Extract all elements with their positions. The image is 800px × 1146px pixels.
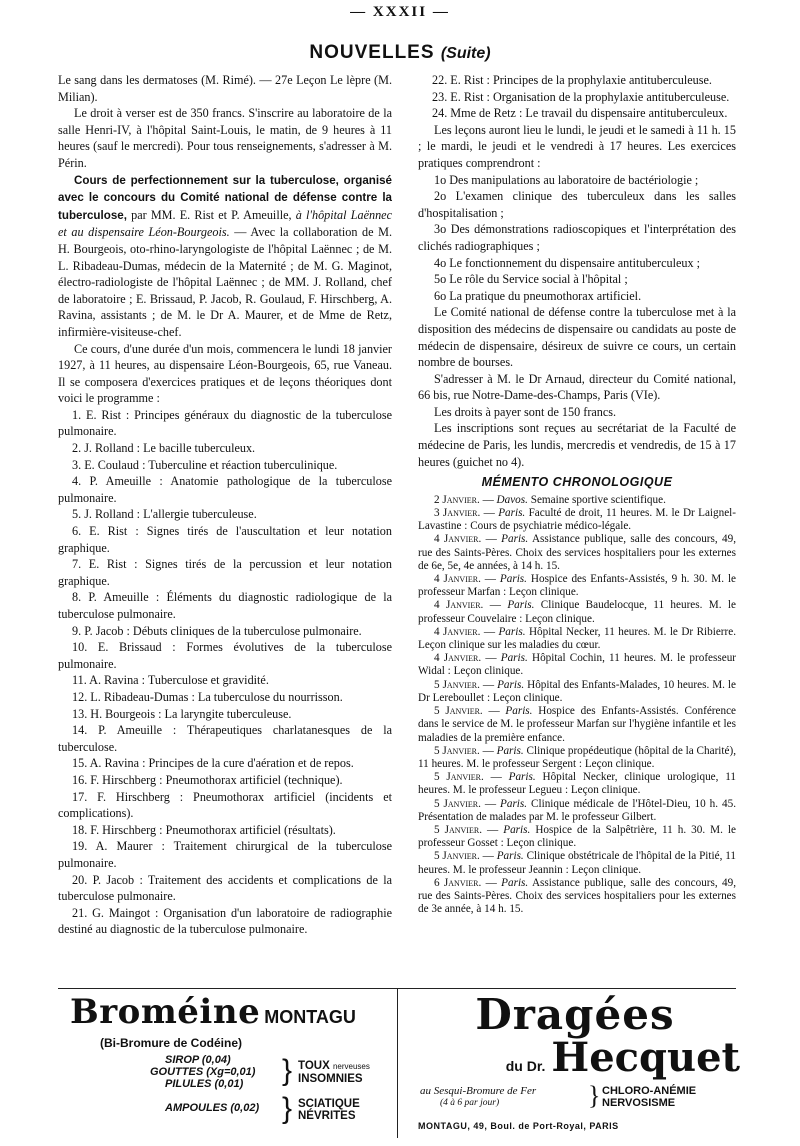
product-composition	[410, 1083, 740, 1121]
hecquet-advertisement	[410, 992, 740, 1131]
memento-place: Paris.	[508, 771, 536, 784]
lecture-item: 24. Mme de Retz : Le travail du dispensaire antituberculeux.	[432, 106, 728, 121]
memento-place: Paris.	[499, 573, 527, 586]
bromeine-advertisement	[70, 992, 390, 1124]
paragraph: Les inscriptions sont reçues au secrétariat de la Faculté de médecine de Paris, les lundis, mercredis et vendredis, de 15 à 17 heures (guichet no 4).	[418, 421, 736, 469]
dragees-logo: Dragées	[475, 990, 675, 1039]
indication-sciatique	[298, 1098, 360, 1122]
ind-nerveuses: nerveuses	[332, 1062, 370, 1071]
memento-date: 5 Janvier.	[434, 850, 480, 863]
memento-place: Paris.	[501, 876, 529, 889]
memento-dash: —	[479, 678, 498, 691]
memento-entry	[418, 798, 736, 824]
memento-dash: —	[480, 797, 501, 810]
form-pilules: PILULES (0,01)	[165, 1078, 244, 1090]
page-folio: — XXXII —	[350, 4, 450, 20]
memento-dash: —	[481, 652, 501, 665]
form-gouttes: GOUTTES (Xg=0,01)	[150, 1066, 256, 1078]
memento-text: Hôpital Cochin, 11 heures. M. le professeur Widal : Leçon clinique.	[418, 652, 737, 678]
memento-text: Assistance publique, salle des concours, 49, rue des Saints-Pères. Choix des services hospitaliers pour les externes de 6e, 5e, 4e années, à 14 h. 15.	[418, 533, 736, 572]
lecture-item: 18. F. Hirschberg : Pneumothorax artificiel (résultats).	[72, 822, 336, 837]
memento-dash: —	[480, 625, 499, 638]
memento-text: Clinique médicale de l'Hôtel-Dieu, 10 h. 45. Présentation de malades par M. le professeur Gilbert.	[418, 797, 737, 823]
lecture-item: 10. E. Brissaud : Formes évolutives de la tuberculose pulmonaire.	[58, 640, 392, 671]
memento-text: Hospice de la Salpêtrière, 11 h. 30. M. le professeur Gosset : Leçon clinique.	[418, 823, 737, 850]
dose-text: (4 à 6 par jour)	[440, 1098, 500, 1108]
memento-entry	[418, 771, 736, 797]
memento-date: 5 Janvier.	[434, 823, 482, 836]
lecture-item: 9. P. Jacob : Débuts cliniques de la tuberculose pulmonaire.	[72, 623, 362, 638]
hecquet-logo	[410, 1034, 740, 1081]
memento-date: 5 Janvier.	[434, 705, 483, 718]
memento-place: Paris.	[503, 823, 531, 836]
memento-date: 4 Janvier.	[434, 573, 481, 586]
memento-date: 6 Janvier.	[434, 876, 482, 889]
lecture-item: 5. J. Rolland : L'allergie tuberculeuse.	[72, 507, 257, 522]
brand-name: Broméine	[70, 992, 261, 1032]
memento-dash: —	[481, 876, 502, 889]
exercise-item: 1o Des manipulations au laboratoire de bactériologie ;	[434, 172, 699, 187]
lecture-list	[58, 407, 392, 938]
left-column	[58, 72, 392, 938]
exercise-item: 5o Le rôle du Service social à l'hôpital ;	[434, 272, 628, 287]
memento-date: 4 Janvier.	[434, 652, 482, 665]
maker-name: MONTAGU	[264, 1007, 356, 1027]
lecture-item: 6. E. Rist : Signes tirés de l'auscultation et leur notation graphique.	[58, 524, 392, 555]
lecture-item: 12. L. Ribadeau-Dumas : La tuberculose du nourrisson.	[72, 689, 343, 704]
memento-entry	[418, 599, 736, 625]
memento-text: Semaine sportive scientifique.	[530, 493, 666, 506]
lecture-item: 22. E. Rist : Principes de la prophylaxie antituberculeuse.	[432, 73, 712, 87]
folio-number: XXXII	[372, 4, 428, 20]
memento-place: Paris.	[496, 744, 524, 757]
memento-dash: —	[482, 705, 506, 718]
lecture-item: 4. P. Ameuille : Anatomie pathologique de la tuberculose pulmonaire.	[58, 474, 392, 505]
memento-dash: —	[483, 599, 508, 612]
ind-chloro: CHLORO-ANÉMIE	[602, 1085, 697, 1097]
indication-toux	[298, 1060, 370, 1085]
paragraph: Ce cours, d'une durée d'un mois, commencera le lundi 18 janvier 1927, à 11 heures, au dispensaire Léon-Bourgeois, 65, rue Vaneau. Il se composera d'exercices pratiques et de leçons théoriques dont voici le programme :	[58, 341, 392, 406]
memento-text: Hôpital des Enfants-Malades, 10 heures. M. le Dr Lereboullet : Leçon clinique.	[418, 678, 737, 704]
course-heading: Cours de perfectionnement sur la tuberculose, organisé avec le concours du Comité national de défense contre la tuberculose,	[58, 173, 392, 222]
memento-date: 5 Janvier.	[434, 744, 480, 757]
dosage-forms	[70, 1054, 390, 1124]
lecture-item: 16. F. Hirschberg : Pneumothorax artificiel (technique).	[72, 772, 343, 787]
memento-text: Hôpital Necker, clinique urologique, 11 heures. M. le professeur Legueu : Leçon clinique.	[418, 771, 737, 797]
course-location: à l'hôpital Laënnec et au dispensaire Léon-Bourgeois.	[58, 207, 392, 240]
exercise-item: 4o Le fonctionnement du dispensaire antituberculeux ;	[434, 255, 701, 270]
course-announcement	[58, 172, 392, 341]
product-subtitle: (Bi-Bromure de Codéine)	[100, 1036, 243, 1050]
course-authors: par MM. E. Rist et P. Ameuille,	[126, 207, 296, 222]
ind-nevrites: NÉVRITES	[298, 1110, 356, 1122]
memento-place: Paris.	[500, 797, 528, 810]
memento-dash: —	[479, 744, 497, 757]
brand-name: Hecquet	[551, 1034, 740, 1081]
doctor-prefix: du Dr.	[505, 1058, 546, 1074]
exercise-item: 2o L'examen clinique des tuberculeux dans les salles d'hospitalisation ;	[418, 189, 736, 220]
memento-text: Faculté de droit, 11 heures. M. le Dr Laignel-Lavastine : Cours de psychiatrie médico-légale.	[418, 507, 737, 533]
memento-place: Paris.	[498, 625, 526, 638]
title-suite: (Suite)	[440, 45, 491, 62]
paragraph: Les droits à payer sont de 150 francs.	[434, 404, 617, 419]
lecture-item: 2. J. Rolland : Le bacille tuberculeux.	[72, 441, 256, 456]
memento-dash: —	[479, 850, 497, 863]
memento-entry	[418, 850, 736, 876]
memento-text: Assistance publique, salle des concours, 49, rue des Saints-Pères. Choix des services hospitaliers pour les externes de 3e année, à 14 h. 15.	[418, 876, 736, 916]
memento-date: 4 Janvier.	[434, 625, 481, 638]
lecture-item: 14. P. Ameuille : Thérapeutiques charlatanesques de la tuberculose.	[58, 723, 392, 754]
brace-icon: }	[282, 1054, 293, 1087]
memento-dash: —	[480, 573, 500, 586]
ind-toux: TOUX	[298, 1060, 330, 1072]
lecture-item: 3. E. Coulaud : Tuberculine et réaction tuberculinique.	[72, 457, 338, 472]
composition-text: au Sesqui-Bromure de Fer	[420, 1085, 537, 1097]
ind-insomnies: INSOMNIES	[298, 1073, 363, 1085]
brace-icon: }	[588, 1081, 601, 1110]
memento-entry	[418, 679, 736, 705]
indications	[602, 1085, 696, 1109]
section-title	[0, 42, 800, 64]
memento-date: 3 Janvier.	[434, 507, 481, 520]
paragraph: Le droit à verser est de 350 francs. S'inscrire au laboratoire de la salle Henri-IV, à l'hôpital Saint-Louis, le matin, de 9 heures à 11 heures (sauf le mercredi). Pour tous renseignements, s'adresser à M. Périn.	[58, 106, 392, 170]
lecture-item: 20. P. Jacob : Traitement des accidents et complications de la tuberculose pulmonaire.	[58, 872, 392, 904]
memento-text: Clinique obstétricale de l'hôpital de la Pitié, 11 heures. M. le professeur Jeannin : Leçon clinique.	[418, 850, 737, 876]
memento-dash: —	[482, 823, 504, 836]
memento-entry	[418, 494, 736, 507]
memento-text: Hôpital Necker, 11 heures. M. le Dr Ribierre. Leçon clinique sur les maladies du cœur.	[418, 625, 737, 652]
memento-place: Davos.	[496, 493, 528, 506]
lecture-item: 11. A. Ravina : Tuberculose et gravidité.	[72, 673, 269, 688]
brace-icon: }	[282, 1092, 293, 1125]
paragraph: S'adresser à M. le Dr Arnaud, directeur du Comité national, 66 bis, rue Notre-Dame-des-Champs, Paris (VIe).	[418, 371, 736, 403]
memento-list	[418, 494, 736, 917]
memento-entry	[418, 533, 736, 573]
memento-date: 2 Janvier.	[434, 493, 480, 506]
lecture-item: 7. E. Rist : Signes tirés de la percussion et leur notation graphique.	[58, 557, 392, 588]
memento-date: 5 Janvier.	[434, 771, 484, 784]
memento-entry	[418, 652, 736, 678]
lecture-item: 21. G. Maingot : Organisation d'un laboratoire de radiographie destiné au diagnostic de la tuberculose pulmonaire.	[58, 905, 392, 937]
paragraph: Les leçons auront lieu le lundi, le jeudi et le samedi à 11 h. 15 ; le mardi, le jeudi et le vendredi à 17 heures. Les exercices pratiques comprendront :	[418, 122, 736, 170]
memento-text: Hospice des Enfants-Assistés. Conférence dans le service de M. le professeur Marfan sur l'hygiène infantile et les maladies de la première enfance.	[418, 705, 737, 744]
memento-entry	[418, 626, 736, 652]
bromeine-logo	[70, 992, 390, 1032]
form-ampoules: AMPOULES (0,02)	[165, 1102, 260, 1114]
lecture-item: 13. H. Bourgeois : La laryngite tuberculeuse.	[72, 706, 292, 721]
exercise-item: 6o La pratique du pneumothorax artificiel.	[434, 288, 642, 303]
lecture-item: 19. A. Maurer : Traitement chirurgical de la tuberculose pulmonaire.	[58, 839, 392, 870]
memento-dash: —	[481, 533, 502, 546]
memento-entry	[418, 745, 736, 771]
right-column	[418, 72, 736, 916]
ad-divider-vertical	[397, 988, 398, 1138]
memento-dash: —	[480, 507, 499, 520]
memento-entry	[418, 877, 736, 917]
course-collaborators: — Avec la collaboration de M. H. Bourgeois, oto-rhino-laryngologiste de l'hôpital Laënnec ; de M. L. Ribadeau-Dumas, médecin de la Maternité ; de M. G. Maginot, électro-radiologiste de l'hôpital Laënnec ; de MM. J. Rolland, chef de laboratoire ; E. Brissaud, P. Jacob, R. Goulaud, F. Hirschberg, A. Ravina, assistants ; de M. le Dr A. Maurer, et de Mme de Retz, infirmière-visiteuse-chef.	[58, 225, 392, 339]
memento-entry	[418, 507, 736, 533]
memento-place: Paris.	[505, 705, 533, 718]
form-sirop: SIROP (0,04)	[165, 1054, 231, 1066]
memento-place: Paris.	[507, 599, 535, 612]
memento-heading: MÉMENTO CHRONOLOGIQUE	[481, 475, 673, 490]
lecture-item: 17. F. Hirschberg : Pneumothorax artificiel (incidents et complications).	[58, 789, 392, 821]
memento-place: Paris.	[501, 533, 529, 546]
memento-place: Paris.	[496, 850, 524, 863]
lecture-item: 1. E. Rist : Principes généraux du diagnostic de la tuberculose pulmonaire.	[58, 407, 392, 439]
lecture-item: 23. E. Rist : Organisation de la prophylaxie antituberculeuse.	[432, 89, 730, 104]
memento-text: Clinique propédeutique (hôpital de la Charité), 11 heures. M. le professeur Sergent : Leçon clinique.	[418, 744, 737, 770]
memento-entry	[418, 573, 736, 599]
memento-date: 5 Janvier.	[434, 797, 481, 810]
memento-text: Hospice des Enfants-Assistés, 9 h. 30. M. le professeur Marfan : Leçon clinique.	[418, 573, 737, 599]
paragraph: Le Comité national de défense contre la tuberculose met à la disposition des médecins de dispensaire ou candidats au poste de médecin de dispensaire, désireux de suivre ce cours, un certain nombre de bourses.	[418, 305, 736, 370]
ind-sciatique: SCIATIQUE	[298, 1098, 360, 1110]
memento-dash: —	[479, 493, 497, 506]
memento-dash: —	[483, 771, 509, 784]
lecture-item: 15. A. Ravina : Principes de la cure d'aération et de repos.	[72, 756, 354, 771]
title-text: NOUVELLES	[309, 42, 435, 63]
ind-nervosisme: NERVOSISME	[602, 1097, 676, 1109]
memento-date: 4 Janvier.	[434, 533, 482, 546]
memento-place: Paris.	[497, 678, 525, 691]
memento-place: Paris.	[498, 507, 526, 520]
memento-entry	[418, 705, 736, 745]
memento-place: Paris.	[500, 652, 528, 665]
paragraph: Le sang dans les dermatoses (M. Rimé). — 27e Leçon Le lèpre (M. Milian).	[58, 73, 392, 104]
memento-date: 5 Janvier.	[434, 678, 480, 691]
memento-text: Clinique Baudelocque, 11 heures. M. le professeur Couvelaire : Leçon clinique.	[418, 599, 737, 625]
maker-address: MONTAGU, 49, Boul. de Port-Royal, PARIS	[418, 1121, 619, 1131]
lecture-item: 8. P. Ameuille : Éléments du diagnostic radiologique de la tuberculose pulmonaire.	[58, 590, 392, 621]
memento-date: 4 Janvier.	[434, 599, 484, 612]
exercise-item: 3o Des démonstrations radioscopiques et l'interprétation des clichés radiographiques ;	[418, 222, 736, 253]
memento-entry	[418, 824, 736, 850]
